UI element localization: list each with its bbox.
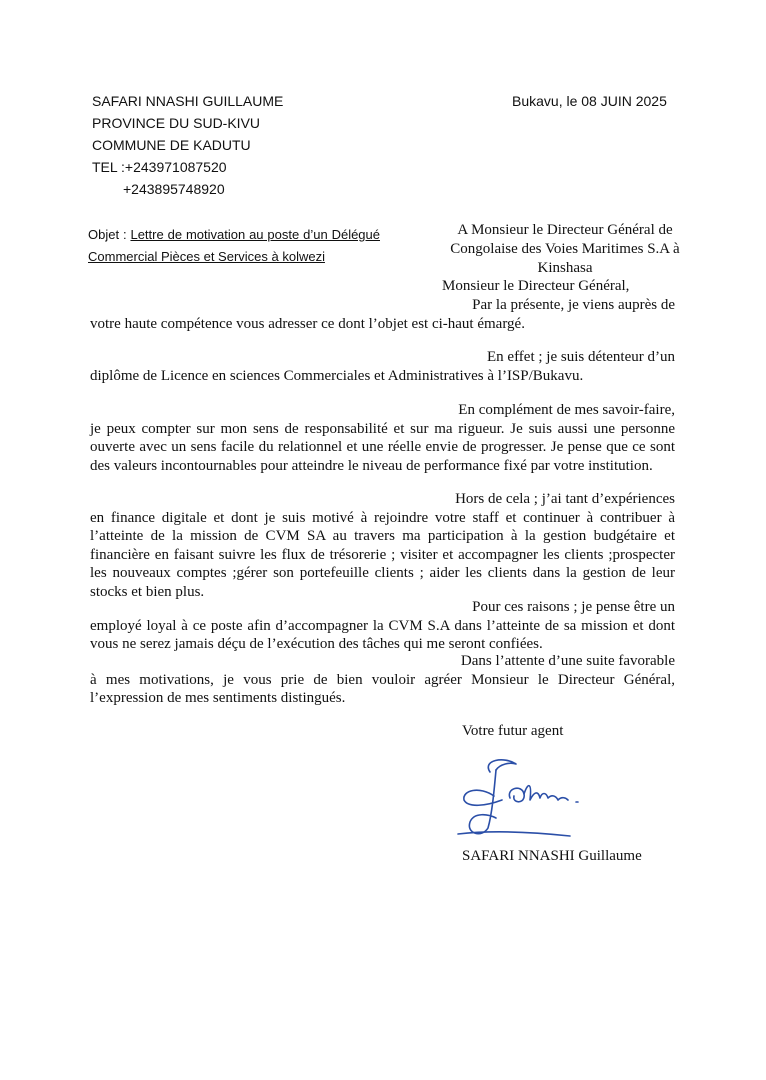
paragraph-4	[90, 490, 675, 601]
paragraph-6	[90, 652, 675, 708]
paragraph-5-body: employé loyal à ce poste afin d’accompagner la CVM S.A dans l’atteinte de sa mission et dont vous ne serez jamais déçu de l’exécution des tâches qui me seront confiées.	[90, 617, 675, 652]
recipient-address: A Monsieur le Directeur Général de Congolaise des Voies Maritimes S.A à Kinshasa	[450, 222, 680, 276]
paragraph-3-first-line: En complément de mes savoir-faire,	[458, 402, 675, 418]
paragraph-2-first-line: En effet ; je suis détenteur d’un	[487, 349, 675, 365]
sender-name: SAFARI NNASHI GUILLAUME	[92, 93, 284, 109]
handwritten-signature	[452, 752, 592, 844]
sender-phone-1: TEL :+243971087520	[92, 159, 227, 175]
paragraph-5-first-line: Pour ces raisons ; je pense être un	[472, 599, 675, 615]
sender-commune: COMMUNE DE KADUTU	[92, 137, 251, 153]
closing-line: Votre futur agent	[462, 723, 564, 739]
paragraph-1-first-line: Par la présente, je viens auprès de	[472, 297, 675, 313]
subject-block	[88, 224, 380, 268]
signatory-name: SAFARI NNASHI Guillaume	[462, 848, 642, 864]
paragraph-2	[90, 348, 675, 385]
paragraph-4-first-line: Hors de cela ; j’ai tant d’expériences	[455, 491, 675, 507]
letter-date: Bukavu, le 08 JUIN 2025	[512, 93, 667, 109]
paragraph-5	[90, 598, 675, 654]
paragraph-4-body: en finance digitale et dont je suis motivé à rejoindre votre staff et continuer à contribuer à l’atteinte de la mission de CVM SA au travers ma participation à la gestion budgétaire et financière en faisant suivre les flux de trésorerie ; visiter et accompagner les clients ;prospecter les nouveaux comptes ;gérer son portefeuille clients ; aider les clients dans la gestion de leur stocks et bien plus.	[90, 509, 675, 600]
salutation: Monsieur le Directeur Général,	[442, 278, 630, 294]
paragraph-1-body: votre haute compétence vous adresser ce dont l’objet est ci-haut émargé.	[90, 315, 525, 332]
paragraph-6-body: à mes motivations, je vous prie de bien vouloir agréer Monsieur le Directeur Général, l’expression de mes sentiments distingués.	[90, 671, 675, 706]
paragraph-6-first-line: Dans l’attente d’une suite favorable	[460, 653, 675, 669]
paragraph-3	[90, 401, 675, 475]
sender-province: PROVINCE DU SUD-KIVU	[92, 115, 261, 131]
subject-text: Lettre de motivation au poste d’un Délégué Commercial Pièces et Services à kolwezi	[88, 227, 380, 264]
sender-block	[92, 90, 283, 200]
subject-label: Objet :	[88, 227, 131, 242]
paragraph-1	[90, 296, 675, 333]
sender-phone-2: +243895748920	[123, 181, 225, 197]
paragraph-2-body: diplôme de Licence en sciences Commerciales et Administratives à l’ISP/Bukavu.	[90, 367, 584, 384]
paragraph-3-body: je peux compter sur mon sens de responsabilité et sur ma rigueur. Je suis aussi une personne ouverte avec un sens facile du relationnel et une réelle envie de progresser. Je pense que ce sont des valeurs incontournables pour atteindre le niveau de performance fixé par votre institution.	[90, 420, 675, 474]
